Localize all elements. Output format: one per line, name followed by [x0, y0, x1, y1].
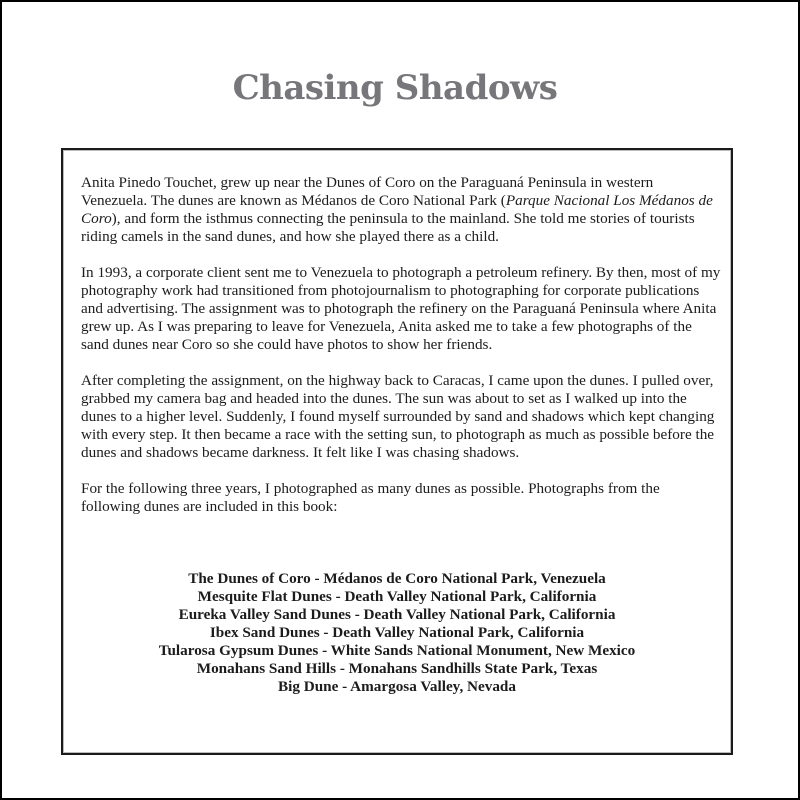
paragraph-following-years: For the following three years, I photographed as many dunes as possible. Photographs from the following dunes are included in this book: — [81, 480, 660, 515]
dune-list-item: Monahans Sand Hills - Monahans Sandhills State Park, Texas — [196, 660, 598, 677]
body-text — [81, 174, 721, 534]
paragraph-chasing: After completing the assignment, on the highway back to Caracas, I came upon the dunes. I pulled over, grabbed my camera bag and headed into the dunes. The sun was about to set as I walked up into the dunes to a higher level. Suddenly, I found myself surrounded by sand and shadows which kept changing with every step. It then became a race with the setting sun, to photograph as much as possible before the dunes and shadows became darkness. It felt like I was chasing shadows. — [81, 372, 715, 461]
content-box — [61, 148, 733, 755]
paragraph-intro-text: Anita Pinedo Touchet, grew up near the Dunes of Coro on the Paraguaná Peninsula in western Venezuela. The dunes are known as Médanos de Coro National Park ( — [81, 174, 654, 209]
paragraph-assignment: In 1993, a corporate client sent me to Venezuela to photograph a petroleum refinery. By then, most of my photography work had transitioned from photojournalism to photographing for corporate publications and advertising. The assignment was to photograph the refinery on the Paraguaná Peninsula where Anita grew up. As I was preparing to leave for Venezuela, Anita asked me to take a few photographs of the sand dunes near Coro so she could have photos to show her friends. — [81, 264, 721, 353]
dune-list-item: Tularosa Gypsum Dunes - White Sands National Monument, New Mexico — [158, 642, 636, 659]
paragraph-intro — [81, 174, 721, 246]
dune-list-item: The Dunes of Coro - Médanos de Coro National Park, Venezuela — [188, 570, 606, 587]
dune-list — [63, 570, 731, 696]
paragraph-intro-text-end: ), and form the isthmus connecting the peninsula to the mainland. She told me stories of tourists riding camels in the sand dunes, and how she played there as a child. — [81, 210, 695, 245]
dune-list-item: Eureka Valley Sand Dunes - Death Valley National Park, California — [178, 606, 616, 623]
park-spanish-name: Parque Nacional Los Médanos de Coro — [81, 192, 713, 227]
dune-list-item: Mesquite Flat Dunes - Death Valley National Park, California — [197, 588, 597, 605]
dune-list-item: Ibex Sand Dunes - Death Valley National Park, California — [209, 624, 585, 641]
dune-list-item: Big Dune - Amargosa Valley, Nevada — [278, 678, 516, 695]
page-title: Chasing Shadows — [232, 68, 558, 108]
